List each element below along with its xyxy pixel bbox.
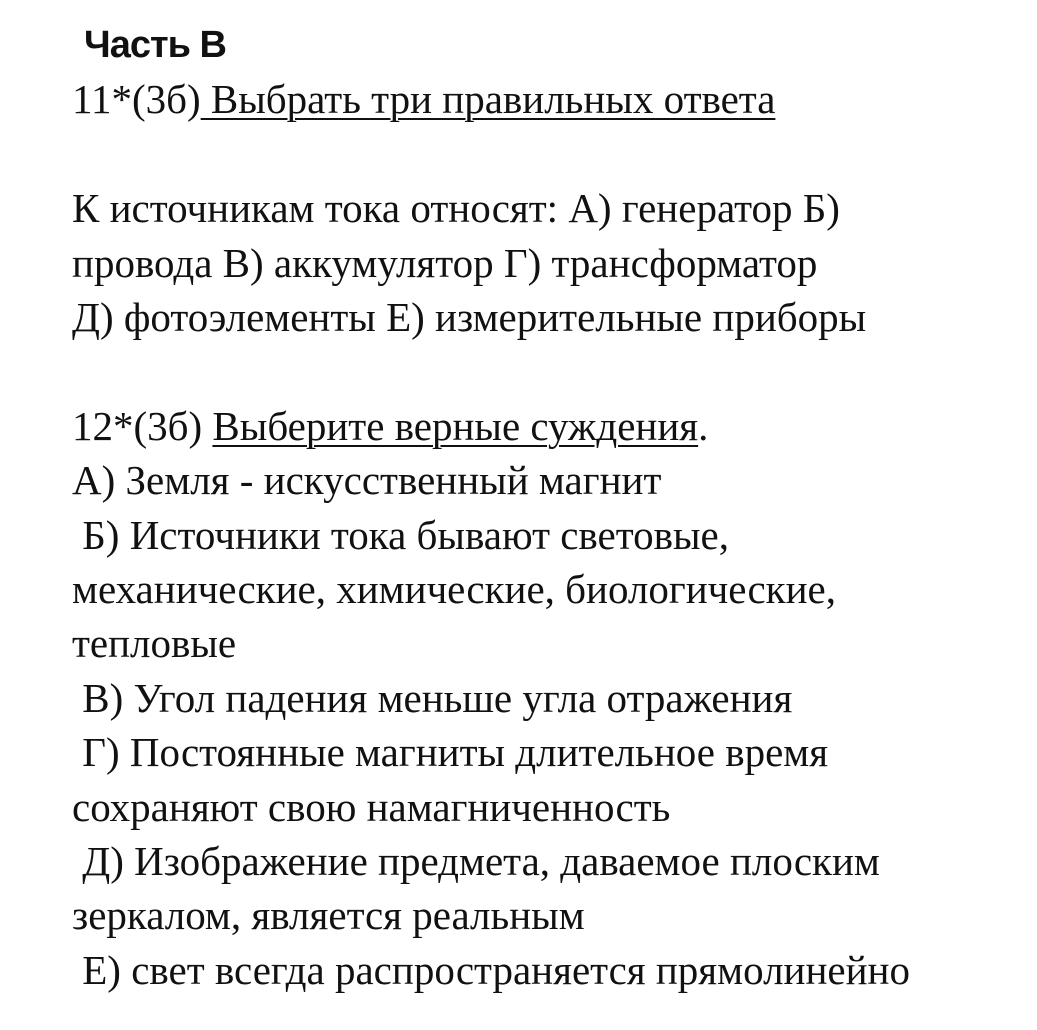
question-12-option-line: Е) свет всегда распространяется прямолинейно: [72, 946, 910, 993]
question-12-option-line: механические, химические, биологические,: [72, 566, 836, 613]
question-12-option-line: Д) Изображение предмета, даваемое плоским: [72, 838, 880, 885]
question-12-option-line: А) Земля - искусственный магнит: [72, 457, 662, 504]
question-12-option-line: В) Угол падения меньше угла отражения: [72, 674, 793, 721]
question-11-text-line: провода В) аккумулятор Г) трансформатор: [72, 239, 818, 286]
question-11-text-line: Д) фотоэлементы Е) измерительные приборы: [72, 294, 867, 341]
spacer: [72, 127, 1022, 181]
question-11-number: 11*(3б): [72, 76, 201, 123]
question-11-header: [72, 72, 1022, 126]
question-12-instruction: Выберите верные суждения: [212, 402, 699, 449]
question-11-instruction: Выбрать три правильных ответа: [200, 76, 776, 123]
question-12-option-line: Б) Источники тока бывают световые,: [72, 511, 729, 558]
section-title: Часть В: [84, 24, 226, 66]
question-11-text-line: К источникам тока относят: А) генератор Б): [72, 185, 840, 232]
question-12-option-line: сохраняют свою намагниченность: [72, 783, 671, 830]
question-12-option-line: Г) Постоянные магниты длительное время: [72, 729, 829, 776]
question-12-option-line: зеркалом, является реальным: [72, 892, 585, 939]
spacer: [72, 344, 1022, 398]
question-12-period: .: [698, 402, 709, 449]
question-12-header: [72, 399, 1022, 453]
document-page: [72, 18, 1022, 997]
question-12-option-line: тепловые: [72, 620, 237, 667]
question-12-number: 12*(3б): [72, 402, 213, 449]
